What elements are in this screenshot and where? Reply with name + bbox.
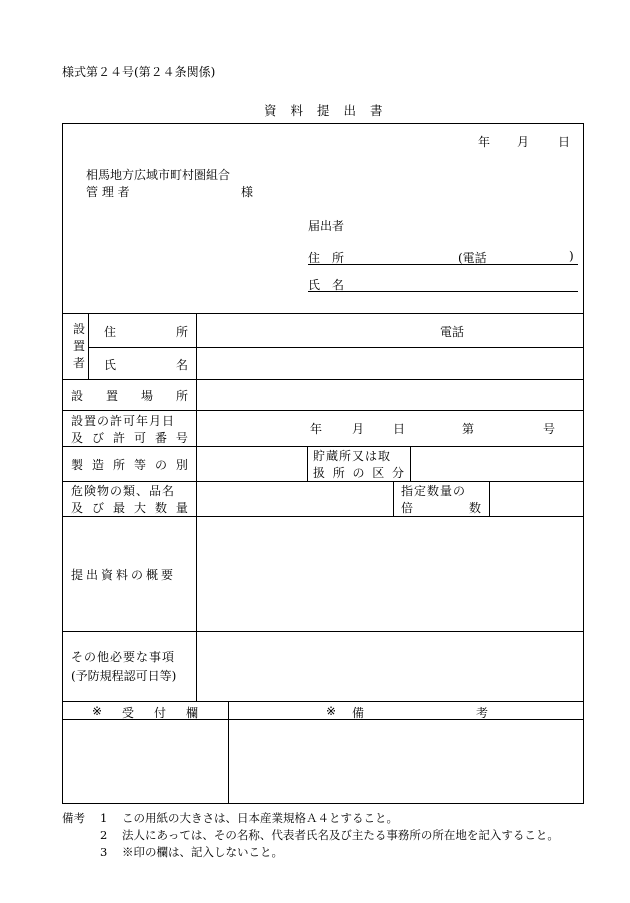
- summary-label: 提出資料の概要: [71, 568, 177, 582]
- date-day[interactable]: 日: [558, 135, 571, 149]
- submitter-address-label: 住 所: [308, 251, 345, 265]
- notes-label: 備考: [62, 811, 85, 825]
- storage-label-line2: 扱 所 の 区 分: [313, 466, 404, 480]
- permit-label-line2: 及 び 許 可 番 号: [71, 431, 188, 445]
- submitter-heading: 届出者: [308, 219, 345, 233]
- submitter-phone-label: (電話: [458, 251, 487, 265]
- addressee-role: 管 理 者: [86, 185, 130, 199]
- form-number: 様式第２４号(第２４条関係): [62, 65, 216, 79]
- installer-group-label: 設 置 者: [73, 322, 86, 370]
- installer-name-label: 氏 名: [104, 358, 188, 372]
- page-title: 資料提出書: [264, 103, 397, 118]
- installer-address-label: 住 所: [104, 325, 188, 339]
- remarks-header-mark: ※: [326, 704, 337, 718]
- facility-type-label: 製 造 所 等 の 別: [71, 458, 188, 472]
- submitter-name-field[interactable]: [308, 291, 578, 292]
- permit-go: 号: [543, 422, 556, 436]
- submitter-phone-close: ): [569, 249, 574, 263]
- date-year[interactable]: 年: [478, 135, 491, 149]
- other-label-line2: (予防規程認可日等): [71, 669, 177, 683]
- designated-label-line2: 倍 数: [401, 501, 481, 515]
- addressee-honorific: 様: [241, 185, 254, 199]
- storage-label-line1: 貯蔵所又は取: [313, 449, 392, 463]
- remarks-header-1: 備: [352, 706, 365, 720]
- submitter-address-field[interactable]: [308, 264, 578, 265]
- hazard-label-line1: 危険物の類、品名: [71, 484, 176, 498]
- submitter-name-label: 氏 名: [308, 278, 345, 292]
- installer-phone-label: 電話: [440, 325, 465, 339]
- permit-label-line1: 設置の許可年月日: [71, 414, 176, 428]
- location-label: 設 置 場 所: [71, 389, 188, 403]
- other-label-line1: その他必要な事項: [71, 650, 176, 664]
- permit-month: 月: [352, 422, 365, 436]
- permit-year: 年: [310, 422, 323, 436]
- receipt-header: ※ 受 付 欄: [92, 704, 198, 720]
- permit-no: 第: [462, 422, 475, 436]
- remarks-header-2: 考: [476, 706, 489, 720]
- hazard-label-line2: 及 び 最 大 数 量: [71, 501, 188, 515]
- date-month[interactable]: 月: [517, 135, 530, 149]
- designated-label-line1: 指定数量の: [401, 484, 467, 498]
- permit-day: 日: [393, 422, 406, 436]
- addressee-org: 相馬地方広域市町村圏組合: [86, 168, 231, 182]
- notes: 備考 1 この用紙の大きさは、日本産業規格Ａ４とすること。 2 法人にあっては、その名称、代表者氏名及び主たる事務所の所在地を記入すること。 3 ※印の欄は、記入しないこと。: [62, 811, 559, 859]
